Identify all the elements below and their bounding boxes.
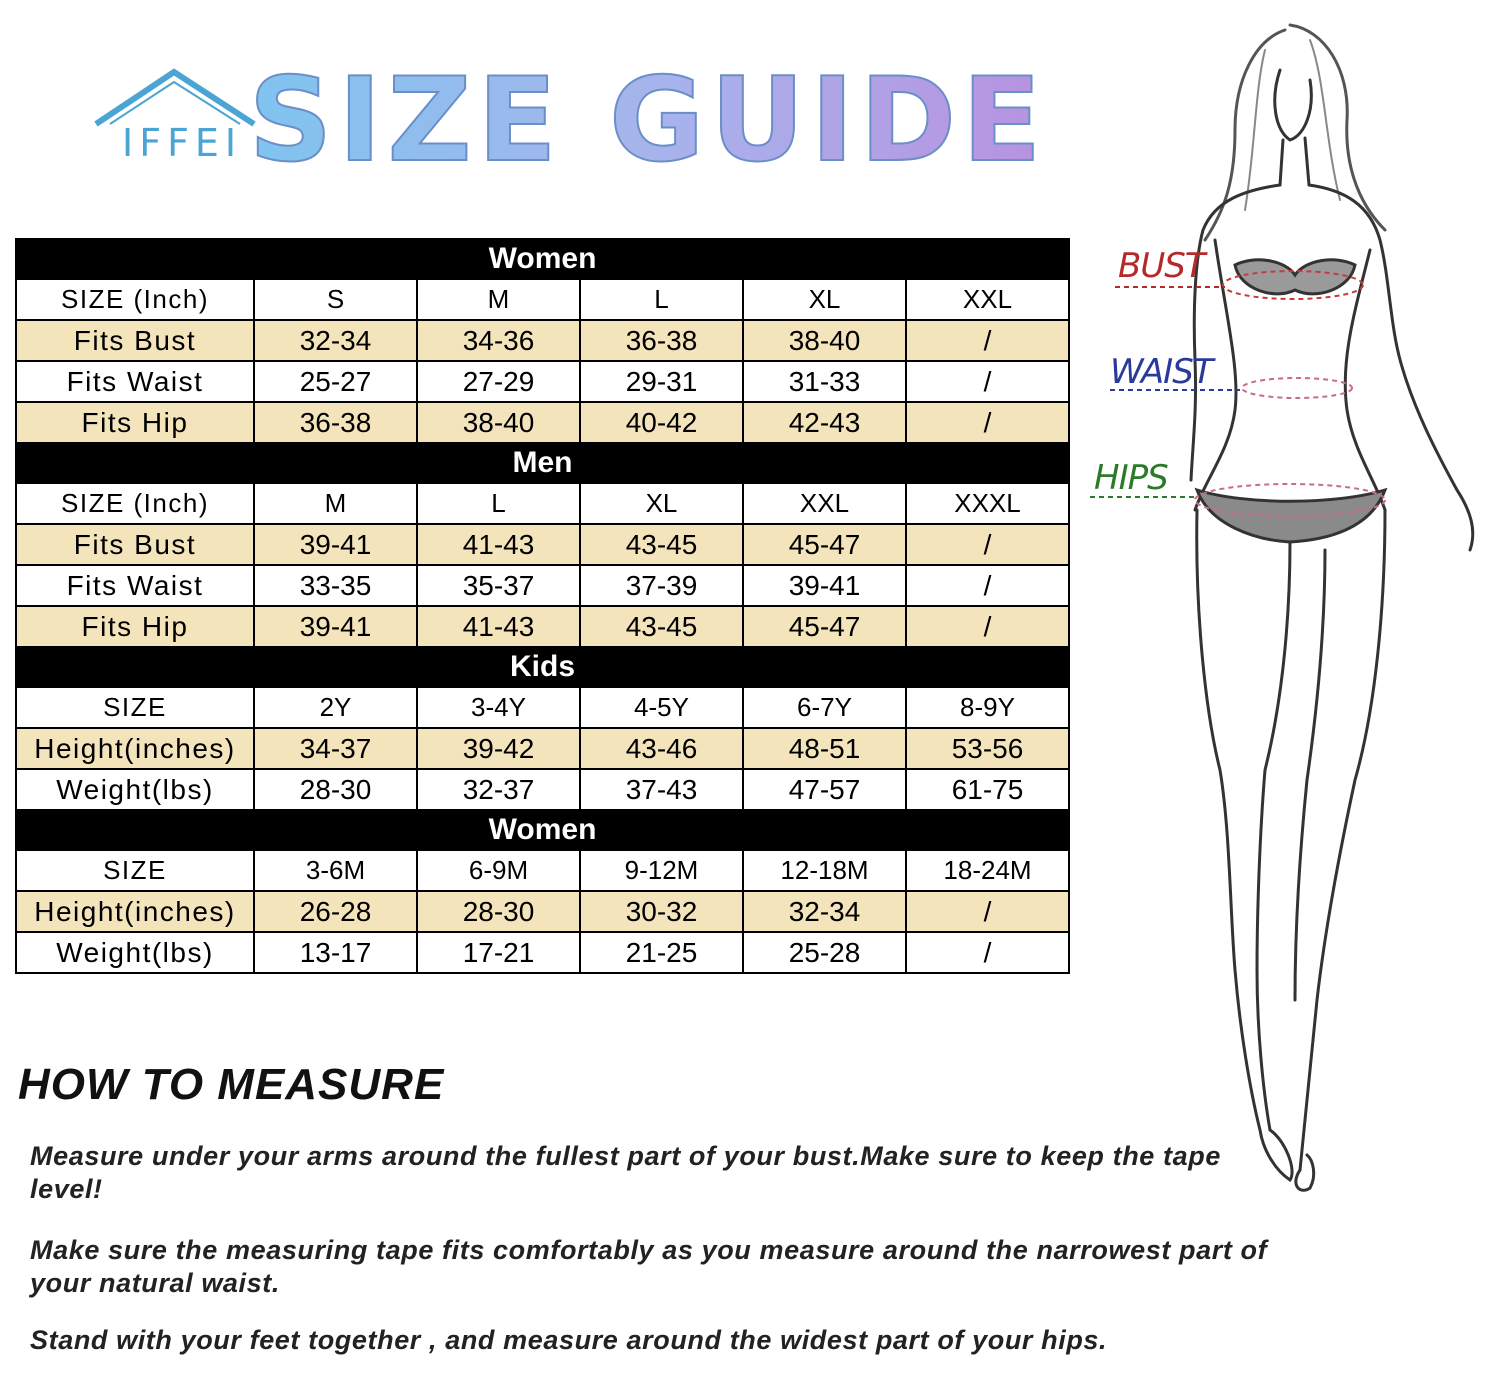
table-cell: 43-45 (580, 606, 743, 647)
table-row (16, 565, 1069, 606)
table-cell: 29-31 (580, 361, 743, 402)
table-cell: 38-40 (743, 320, 906, 361)
size-header-cell: L (580, 279, 743, 320)
size-header-label: SIZE (Inch) (16, 483, 254, 524)
hips-instruction: Stand with your feet together , and measure around the widest part of your hips. (30, 1325, 1108, 1355)
section-title: Kids (16, 647, 1069, 687)
table-cell: 41-43 (417, 524, 580, 565)
row-label: Fits Waist (16, 361, 254, 402)
table-row (16, 932, 1069, 973)
size-table (15, 238, 1070, 974)
table-cell: / (906, 606, 1069, 647)
size-header-cell: S (254, 279, 417, 320)
table-cell: / (906, 891, 1069, 932)
row-label: Weight(lbs) (16, 932, 254, 973)
section-title: Men (16, 443, 1069, 483)
table-row (16, 606, 1069, 647)
waist-instruction: Make sure the measuring tape fits comfortably as you measure around the narrowest part of your natural waist. (30, 1235, 1268, 1298)
row-label: Fits Waist (16, 565, 254, 606)
table-cell: 13-17 (254, 932, 417, 973)
table-row (16, 320, 1069, 361)
table-cell: 36-38 (580, 320, 743, 361)
row-label: Weight(lbs) (16, 769, 254, 810)
table-cell: 42-43 (743, 402, 906, 443)
row-label: Fits Hip (16, 402, 254, 443)
hips-label: HIPS (1094, 458, 1168, 498)
size-header-cell: XL (743, 279, 906, 320)
table-cell: 33-35 (254, 565, 417, 606)
table-cell: 53-56 (906, 728, 1069, 769)
size-header-cell: 6-9M (417, 850, 580, 891)
section-header-row (16, 810, 1069, 850)
table-cell: 27-29 (417, 361, 580, 402)
row-label: Fits Bust (16, 524, 254, 565)
table-cell: 47-57 (743, 769, 906, 810)
table-cell: 39-42 (417, 728, 580, 769)
table-cell: 30-32 (580, 891, 743, 932)
section-header-row (16, 443, 1069, 483)
size-header-cell: M (254, 483, 417, 524)
brand-logo (92, 66, 258, 166)
section-title: Women (16, 810, 1069, 850)
table-row (16, 769, 1069, 810)
table-cell: 41-43 (417, 606, 580, 647)
brand-name: IFFEI (122, 121, 243, 165)
table-cell: 34-37 (254, 728, 417, 769)
size-guide-title (248, 53, 1048, 188)
section-title: Women (16, 239, 1069, 279)
size-header-cell: 9-12M (580, 850, 743, 891)
size-header-cell: XXL (906, 279, 1069, 320)
size-header-cell: XXXL (906, 483, 1069, 524)
table-cell: / (906, 524, 1069, 565)
size-header-label: SIZE (Inch) (16, 279, 254, 320)
bust-label: BUST (1118, 246, 1205, 286)
table-cell: 48-51 (743, 728, 906, 769)
table-cell: 43-45 (580, 524, 743, 565)
table-cell: 36-38 (254, 402, 417, 443)
size-header-cell: 3-6M (254, 850, 417, 891)
table-cell: 28-30 (254, 769, 417, 810)
row-label: Height(inches) (16, 891, 254, 932)
table-cell: 43-46 (580, 728, 743, 769)
table-cell: 45-47 (743, 606, 906, 647)
row-label: Fits Bust (16, 320, 254, 361)
table-cell: 38-40 (417, 402, 580, 443)
table-cell: 25-28 (743, 932, 906, 973)
table-row (16, 524, 1069, 565)
body-figure-illustration (1085, 10, 1495, 1200)
table-cell: 21-25 (580, 932, 743, 973)
size-header-row (16, 687, 1069, 728)
table-cell: 61-75 (906, 769, 1069, 810)
table-row (16, 728, 1069, 769)
table-row (16, 361, 1069, 402)
table-cell: / (906, 932, 1069, 973)
house-roof-icon (92, 66, 258, 126)
table-cell: / (906, 402, 1069, 443)
table-cell: 37-43 (580, 769, 743, 810)
size-header-row (16, 279, 1069, 320)
size-header-cell: 18-24M (906, 850, 1069, 891)
table-cell: 40-42 (580, 402, 743, 443)
table-cell: 17-21 (417, 932, 580, 973)
waist-label: WAIST (1110, 352, 1213, 392)
bust-instruction: Measure under your arms around the fullest part of your bust.Make sure to keep the tape level! (30, 1141, 1221, 1204)
size-header-cell: XL (580, 483, 743, 524)
table-cell: 32-37 (417, 769, 580, 810)
size-header-label: SIZE (16, 687, 254, 728)
size-header-cell: 2Y (254, 687, 417, 728)
size-header-cell: 12-18M (743, 850, 906, 891)
table-cell: 32-34 (743, 891, 906, 932)
size-header-label: SIZE (16, 850, 254, 891)
table-cell: 45-47 (743, 524, 906, 565)
table-cell: 35-37 (417, 565, 580, 606)
table-cell: 39-41 (743, 565, 906, 606)
size-header-cell: XXL (743, 483, 906, 524)
table-cell: 34-36 (417, 320, 580, 361)
section-header-row (16, 647, 1069, 687)
table-cell: 39-41 (254, 524, 417, 565)
table-cell: / (906, 320, 1069, 361)
table-row (16, 891, 1069, 932)
size-header-cell: 6-7Y (743, 687, 906, 728)
table-cell: 32-34 (254, 320, 417, 361)
size-header-cell: 3-4Y (417, 687, 580, 728)
table-cell: / (906, 361, 1069, 402)
table-cell: 39-41 (254, 606, 417, 647)
size-header-cell: L (417, 483, 580, 524)
row-label: Height(inches) (16, 728, 254, 769)
size-header-cell: 8-9Y (906, 687, 1069, 728)
table-cell: 26-28 (254, 891, 417, 932)
table-cell: / (906, 565, 1069, 606)
size-header-row (16, 850, 1069, 891)
how-to-measure-heading: HOW TO MEASURE (18, 1060, 445, 1109)
table-cell: 28-30 (417, 891, 580, 932)
section-header-row (16, 239, 1069, 279)
title-text: SIZE GUIDE (248, 53, 1048, 188)
size-header-row (16, 483, 1069, 524)
table-cell: 25-27 (254, 361, 417, 402)
size-header-cell: 4-5Y (580, 687, 743, 728)
table-row (16, 402, 1069, 443)
table-cell: 31-33 (743, 361, 906, 402)
table-cell: 37-39 (580, 565, 743, 606)
size-header-cell: M (417, 279, 580, 320)
row-label: Fits Hip (16, 606, 254, 647)
